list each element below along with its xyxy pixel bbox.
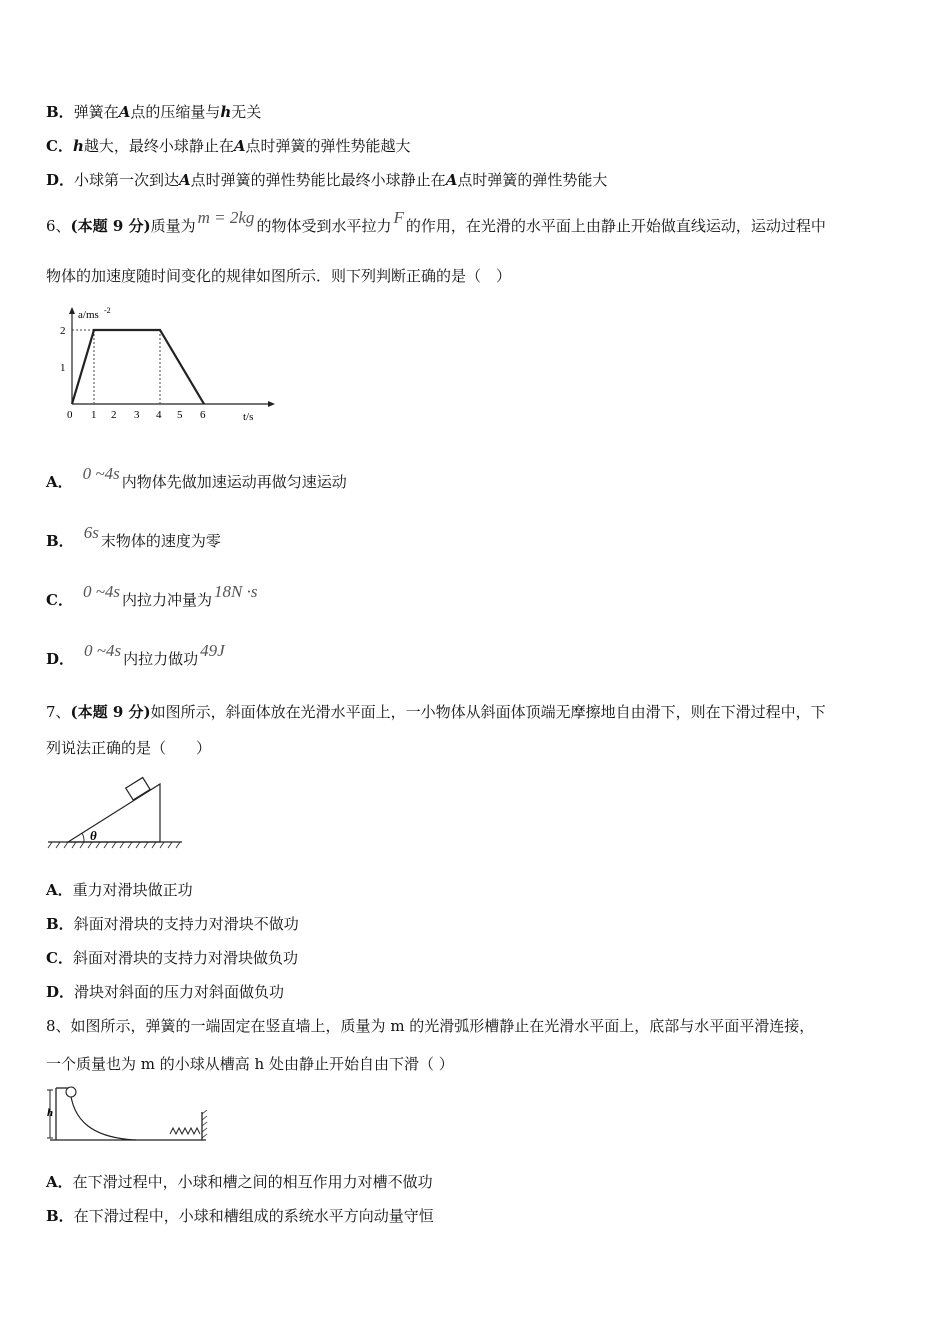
ground-hatch: [48, 842, 180, 848]
angle-arc: [82, 833, 84, 842]
height-label: h: [47, 1107, 54, 1119]
y-axis-label: a/ms: [78, 309, 99, 321]
q8-stem-line1: 8、如图所示，弹簧的一端固定在竖直墙上，质量为 m 的光滑弧形槽静止在光滑水平面上，底部与水平面平滑连接，: [46, 1017, 815, 1035]
q7-stem-line2: 列说法正确的是（ ）: [46, 739, 212, 757]
q6-acceleration-graph: [46, 306, 276, 426]
x-tick-3: 3: [134, 409, 140, 421]
q7-stem-line1: 7、(本题 9 分)如图所示，斜面体放在光滑水平面上，一小物体从斜面体顶端无摩擦地自由滑下，则在下滑过程中，下: [46, 703, 826, 721]
q7-option-d: D．滑块对斜面的压力对斜面做负功: [46, 983, 285, 1001]
q8-stem-line2: 一个质量也为 m 的小球从槽高 h 处由静止开始自由下滑（ ）: [46, 1055, 454, 1073]
spring: [170, 1128, 200, 1134]
x-tick-1: 1: [91, 409, 97, 421]
y-tick-1: 1: [60, 362, 66, 374]
q6-option-c: C． 0 ~4s 内拉力冲量为 18N ·s: [46, 582, 258, 609]
trough-curve: [70, 1088, 136, 1140]
q8-trough-figure: [44, 1082, 214, 1146]
x-tick-0: 0: [67, 409, 73, 421]
q5-option-d: D．小球第一次到达A点时弹簧的弹性势能比最终小球静止在A点时弹簧的弹性势能大: [46, 171, 608, 189]
q7-option-c: C．斜面对滑块的支持力对滑块做负功: [46, 949, 298, 967]
q6-option-d: D． 0 ~4s 内拉力做功 49J: [46, 641, 225, 668]
q5-option-c: C．h越大，最终小球静止在A点时弹簧的弹性势能越大: [46, 137, 411, 155]
x-tick-6: 6: [200, 409, 206, 421]
y-axis-arrow: [69, 307, 75, 314]
x-axis-label: t/s: [243, 411, 254, 423]
wall-hatch: [202, 1110, 207, 1138]
ball: [66, 1087, 76, 1097]
q7-incline-figure: [46, 770, 186, 850]
q5-option-b: B．弹簧在A点的压缩量与h无关: [46, 103, 262, 121]
block: [126, 778, 150, 800]
q6-option-a: A． 0 ~4s 内物体先做加速运动再做匀速运动: [46, 464, 347, 491]
x-tick-2: 2: [111, 409, 117, 421]
x-tick-4: 4: [156, 409, 162, 421]
q8-option-b: B．在下滑过程中，小球和槽组成的系统水平方向动量守恒: [46, 1207, 434, 1225]
q7-option-b: B．斜面对滑块的支持力对滑块不做功: [46, 915, 299, 933]
q6-stem-line2: 物体的加速度随时间变化的规律如图所示．则下列判断正确的是（ ）: [46, 267, 512, 285]
y-tick-2: 2: [60, 325, 66, 337]
angle-label: θ: [90, 828, 97, 843]
q6-stem-line1: 6、(本题 9 分)质量为 m = 2kg 的物体受到水平拉力 F 的作用，在光滑的水平面上由静止开始做直线运动，运动过程中: [46, 208, 826, 235]
y-axis-label-sup: -2: [104, 306, 111, 315]
q8-option-a: A．在下滑过程中，小球和槽之间的相互作用力对槽不做功: [46, 1173, 433, 1191]
q7-option-a: A．重力对滑块做正功: [46, 881, 193, 899]
acceleration-curve: [72, 330, 204, 404]
x-axis-arrow: [268, 401, 275, 407]
x-tick-5: 5: [177, 409, 183, 421]
q6-option-b: B． 6s 末物体的速度为零: [46, 523, 221, 550]
